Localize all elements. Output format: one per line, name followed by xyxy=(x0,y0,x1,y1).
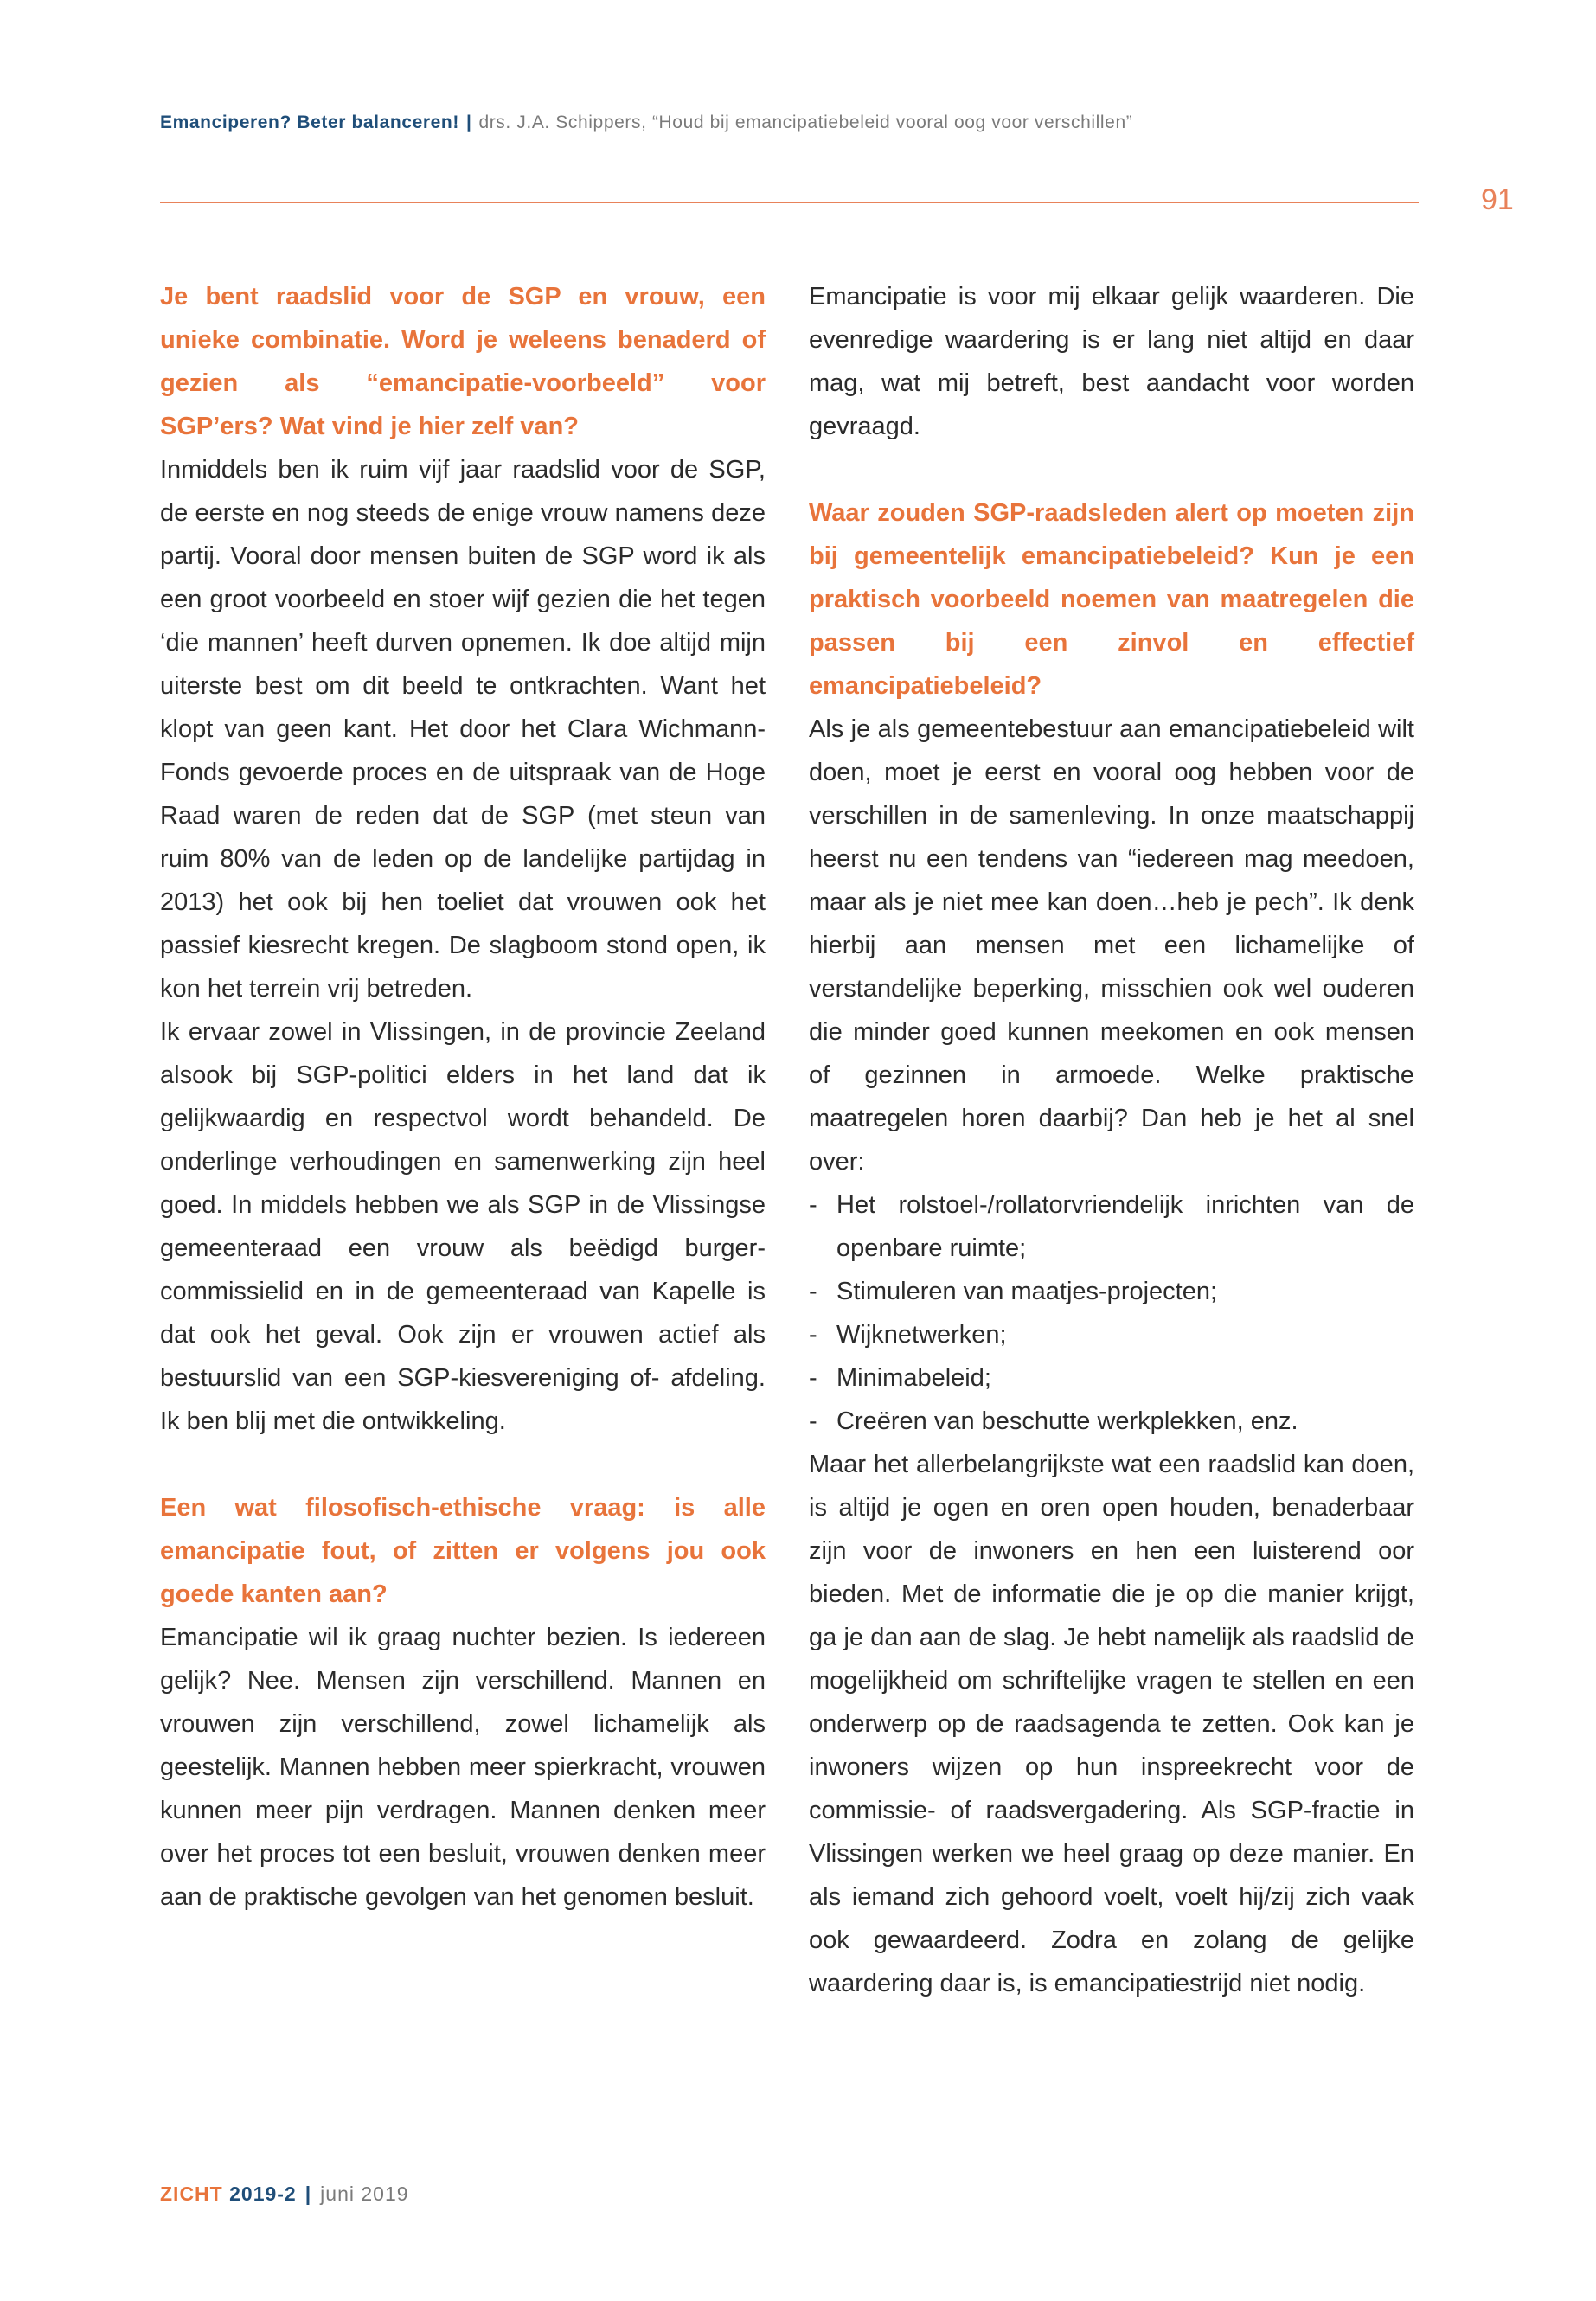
answer-3-paragraph-1: Als je als gemeentebestuur aan emancipatiebeleid wilt doen, moet je eerst en vooral oog hebben voor de verschillen in de samenleving. In onze maatschappij heerst nu een tendens van “iedereen mag meedoen, maar als je niet mee kan doen…heb je pech”. Ik denk hierbij aan mensen met een lichamelijke of verstandelijke beperking, misschien ook wel ouderen die minder goed kunnen meekomen en ook mensen of gezinnen in armoede. Welke praktische maatregelen horen daarbij? Dan heb je het al snel over: xyxy=(809,715,1414,1176)
list-item-text: Het rolstoel-/rollatorvriendelijk inrichten van de openbare ruimte; xyxy=(836,1191,1414,1262)
issue-date: juni 2019 xyxy=(320,2182,409,2205)
dash-bullet: - xyxy=(809,1191,817,1219)
list-item-text: Creëren van beschutte werkplekken, enz. xyxy=(836,1407,1298,1435)
article-reference: drs. J.A. Schippers, “Houd bij emancipatiebeleid vooral oog voor verschillen” xyxy=(478,112,1133,132)
spacer xyxy=(160,1443,766,1486)
footer-separator: | xyxy=(304,2182,312,2205)
question-3: Waar zouden SGP-raadsleden alert op moeten zijn bij gemeentelijk emancipatiebeleid? Kun je een praktisch voorbeeld noemen van maatregelen die passen bij een zinvol en effectief emancipatiebeleid? xyxy=(809,499,1414,700)
header-separator: | xyxy=(465,112,472,132)
header-rule xyxy=(160,202,1419,203)
left-column xyxy=(160,275,766,1919)
running-footer xyxy=(160,2182,409,2206)
dash-bullet: - xyxy=(809,1407,817,1435)
question-1: Je bent raadslid voor de SGP en vrouw, een unieke combinatie. Word je weleens benaderd of gezien als “emancipatie-voorbeeld” voor SGP’ers? Wat vind je hier zelf van? xyxy=(160,283,766,440)
dash-bullet: - xyxy=(809,1364,817,1392)
magazine-name: ZICHT xyxy=(160,2182,223,2205)
list-item xyxy=(809,1400,1414,1443)
list-item xyxy=(809,1356,1414,1400)
list-item xyxy=(809,1313,1414,1356)
running-header xyxy=(160,112,1371,133)
dash-bullet: - xyxy=(809,1278,817,1305)
answer-2: Emancipatie wil ik graag nuchter bezien. Is iedereen gelijk? Nee. Mensen zijn verschillend. Mannen en vrouwen zijn verschillend, zowel lichamelijk als geestelijk. Mannen hebben meer spierkracht, vrouwen kunnen meer pijn verdragen. Mannen denken meer over het proces tot een besluit, vrouwen denken meer aan de praktische gevolgen van het genomen besluit. xyxy=(160,1624,766,1911)
list-item xyxy=(809,1183,1414,1270)
measures-list xyxy=(809,1183,1414,1443)
list-item-text: Minimabeleid; xyxy=(836,1364,991,1392)
series-title: Emanciperen? Beter balanceren! xyxy=(160,112,459,132)
right-column xyxy=(809,275,1414,2005)
answer-2-continued: Emancipatie is voor mij elkaar gelijk waarderen. Die evenredige waardering is er lang niet altijd en daar mag, wat mij betreft, best aandacht voor worden gevraagd. xyxy=(809,283,1414,440)
spacer xyxy=(809,448,1414,491)
answer-3-paragraph-2: Maar het allerbelangrijkste wat een raadslid kan doen, is altijd je ogen en oren open houden, benaderbaar zijn voor de inwoners en hen een luisterend oor bieden. Met de informatie die je op die manier krijgt, ga je dan aan de slag. Je hebt namelijk als raadslid de mogelijkheid om schriftelijke vragen te stellen en een onderwerp op de raadsagenda te zetten. Ook kan je inwoners wijzen op hun inspreekrecht voor de commissie- of raadsvergadering. Als SGP-fractie in Vlissingen werken we heel graag op deze manier. En als iemand zich gehoord voelt, voelt hij/zij zich vaak ook gewaardeerd. Zodra en zolang de gelijke waardering daar is, is emancipatiestrijd niet nodig. xyxy=(809,1451,1414,1997)
dash-bullet: - xyxy=(809,1321,817,1349)
issue-number: 2019-2 xyxy=(229,2182,297,2205)
question-2: Een wat filosofisch-ethische vraag: is alle emancipatie fout, of zitten er volgens jou ook goede kanten aan? xyxy=(160,1494,766,1608)
answer-1-paragraph-1: Inmiddels ben ik ruim vijf jaar raadslid voor de SGP, de eerste en nog steeds de enige vrouw namens deze partij. Vooral door mensen buiten de SGP word ik als een groot voorbeeld en stoer wijf gezien die het tegen ‘die mannen’ heeft durven opnemen. Ik doe altijd mijn uiterste best om dit beeld te ontkrachten. Want het klopt van geen kant. Het door het Clara Wichmann-Fonds gevoerde proces en de uitspraak van de Hoge Raad waren de reden dat de SGP (met steun van ruim 80% van de leden op de landelijke partijdag in 2013) het ook bij hen toeliet dat vrouwen ook het passief kiesrecht kregen. De slagboom stond open, ik kon het terrein vrij betreden. xyxy=(160,456,766,1003)
list-item-text: Stimuleren van maatjes-projecten; xyxy=(836,1278,1218,1305)
answer-1-paragraph-2: Ik ervaar zowel in Vlissingen, in de provincie Zeeland alsook bij SGP-politici elders in het land dat ik gelijkwaardig en respectvol wordt behandeld. De onderlinge verhoudingen en samenwerking zijn heel goed. In middels hebben we als SGP in de Vlissingse gemeenteraad een vrouw als beëdigd burger-commissielid en in de gemeenteraad van Kapelle is dat ook het geval. Ook zijn er vrouwen actief als bestuurslid van een SGP-kiesvereniging of- afdeling. Ik ben blij met die ontwikkeling. xyxy=(160,1018,766,1435)
page-number: 91 xyxy=(1481,183,1514,216)
list-item-text: Wijknetwerken; xyxy=(836,1321,1007,1349)
list-item xyxy=(809,1270,1414,1313)
